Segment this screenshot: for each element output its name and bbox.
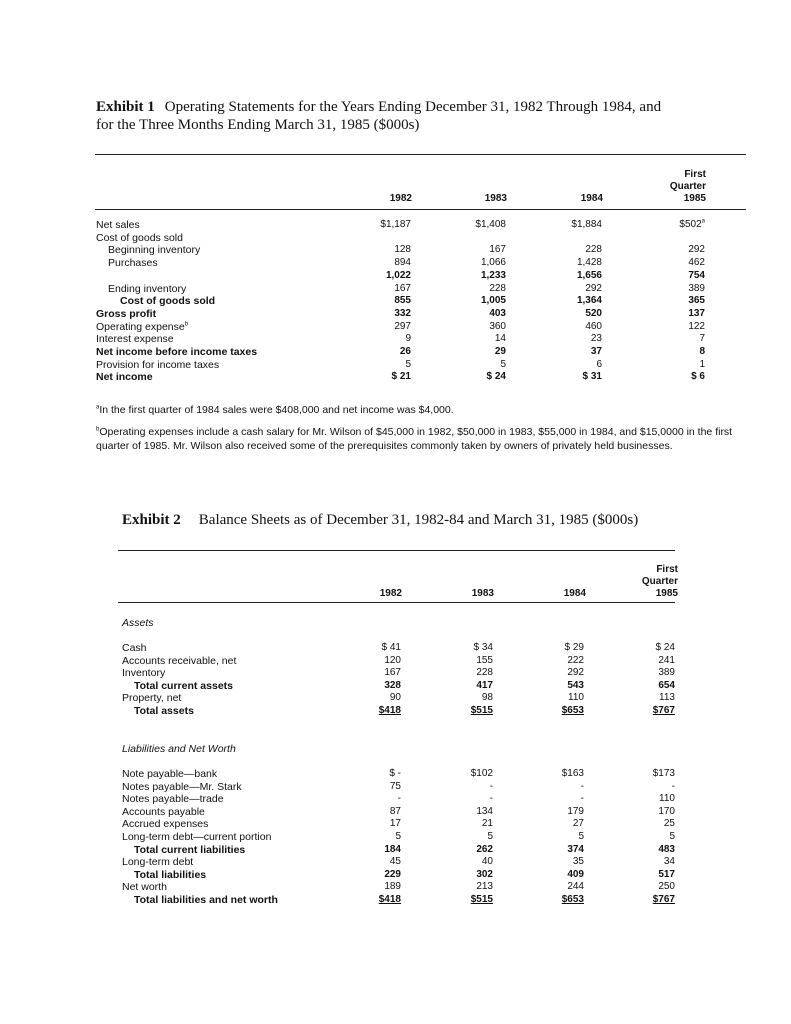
row-label: Net income	[96, 371, 153, 384]
exhibit2-header-1984: 1984	[563, 588, 586, 599]
cell-value: $1,408	[475, 219, 506, 230]
cell-value: 213	[476, 881, 493, 893]
cell-value: 184	[384, 843, 401, 855]
cell-value: 417	[476, 679, 493, 691]
row-label: Ending inventory	[108, 282, 187, 295]
exhibit1-header-1982: 1982	[389, 193, 412, 204]
row-label: Beginning inventory	[108, 244, 201, 257]
exhibit2-liabilities-heading: Liabilities and Net Worth	[122, 743, 236, 755]
cell-value: $767	[652, 705, 675, 716]
cell-value: 5	[487, 831, 493, 842]
cell-value: 365	[688, 295, 705, 307]
cell-value: $ 24	[486, 371, 506, 383]
row-label: Total current liabilities	[134, 843, 246, 856]
cell-value: 7	[699, 333, 705, 345]
cell-value: 35	[572, 856, 584, 868]
cell-value: $ 31	[582, 371, 602, 383]
cell-value: $163	[561, 768, 584, 779]
cell-value: -	[489, 793, 493, 805]
cell-value: $653	[561, 705, 584, 716]
cell-value: 332	[394, 307, 411, 319]
cell-value: $ 6	[691, 371, 705, 383]
row-label: Total liabilities and net worth	[134, 894, 278, 906]
cell-value: 113	[659, 692, 675, 704]
cell-value: $418	[378, 894, 401, 905]
cell-value: -	[489, 780, 493, 792]
cell-value: 292	[585, 282, 602, 294]
cell-value: 241	[658, 654, 675, 666]
exhibit1-title	[96, 98, 716, 134]
cell-value: 229	[384, 868, 401, 880]
row-label: Total current assets	[134, 679, 234, 692]
row-label: Cost of goods sold	[120, 295, 216, 308]
cell-value: 98	[481, 692, 493, 704]
cell-value: 228	[585, 244, 602, 256]
cell-value: $767	[652, 894, 675, 905]
row-label: Operating expense$^b$	[96, 320, 189, 333]
cell-value: 167	[384, 667, 401, 679]
cell-value: 110	[568, 692, 584, 704]
cell-value: 122	[688, 320, 705, 332]
cell-value: 9	[405, 333, 411, 345]
cell-value: 6	[596, 358, 602, 370]
cell-value: 26	[399, 346, 411, 357]
row-label: Gross profit	[96, 307, 157, 320]
cell-value: 292	[688, 244, 705, 256]
exhibit1-header-1983: 1983	[484, 193, 507, 204]
cell-value: -	[397, 793, 401, 805]
row-label: Property, net	[122, 692, 182, 705]
cell-value: 5	[500, 358, 506, 370]
cell-value: 27	[572, 818, 584, 830]
cell-value: 90	[389, 692, 401, 704]
cell-value: 543	[567, 679, 584, 691]
cell-value: 8	[699, 346, 705, 357]
cell-value: 189	[384, 881, 401, 893]
cell-value: 517	[658, 868, 675, 880]
cell-value: 360	[489, 320, 506, 332]
cell-value: 250	[658, 881, 675, 893]
cell-value: 34	[663, 856, 675, 868]
cell-value: 128	[394, 244, 411, 256]
cell-value: 389	[658, 667, 675, 679]
cell-value: 1,005	[480, 295, 506, 307]
row-label: Net income before income taxes	[96, 346, 258, 358]
cell-value: 262	[476, 843, 493, 855]
cell-value: 297	[394, 320, 411, 332]
cell-value: 1,364	[576, 295, 602, 307]
cell-value: $ 21	[391, 371, 411, 383]
cell-value: $653	[561, 894, 584, 905]
exhibit2-top-rule	[118, 550, 675, 551]
cell-value: 302	[476, 868, 493, 880]
cell-value: 409	[567, 868, 584, 880]
row-label: Purchases	[108, 257, 158, 270]
exhibit1-footnote-a: $^a$In the first quarter of 1984 sales were $408,000 and net income was $4,000.	[96, 404, 454, 416]
cell-value: $1,884	[571, 219, 602, 230]
cell-value: 17	[389, 818, 401, 830]
cell-value: 1,428	[576, 257, 602, 269]
cell-value: 403	[489, 307, 506, 319]
row-label: Notes payable—trade	[122, 793, 224, 806]
row-label: Net worth	[122, 881, 167, 894]
cell-value: 222	[567, 654, 584, 666]
exhibit1-header-q1-1985: First Quarter 1985	[669, 169, 706, 204]
cell-value: 21	[481, 818, 493, 830]
cell-value: 40	[481, 856, 493, 868]
cell-value: 87	[389, 805, 401, 817]
cell-value: $418	[378, 705, 401, 716]
row-label: Accounts payable	[122, 805, 205, 818]
cell-value: -	[580, 780, 584, 792]
cell-value: 134	[476, 805, 493, 817]
cell-value: $ 41	[381, 642, 401, 653]
row-label: Accrued expenses	[122, 818, 209, 831]
cell-value: $515	[470, 894, 493, 905]
cell-value: 1,022	[385, 269, 411, 281]
exhibit1-title-line1: Operating Statements for the Years Ending December 31, 1982 Through 1984, and	[164, 99, 662, 115]
cell-value: 1	[699, 358, 705, 370]
row-label: Provision for income taxes	[96, 358, 220, 371]
exhibit1-footnote-b: $^b$Operating expenses include a cash salary for Mr. Wilson of $45,000 in 1982, $50,000 in 1983, $55,000 in 1984, and $15,0000 in the first quarter of 1985. Mr. Wilson also received some of the prerequisites commonly taken by owners of privately held businesses.	[96, 426, 733, 452]
cell-value: $173	[652, 768, 675, 779]
cell-value: 894	[394, 257, 411, 269]
cell-value: 120	[384, 654, 401, 666]
cell-value: 1,233	[480, 269, 506, 281]
row-label: Total liabilities	[134, 868, 207, 881]
row-label: Cost of goods sold	[96, 231, 183, 244]
row-label: Accounts receivable, net	[122, 654, 237, 667]
exhibit2-header-1982: 1982	[379, 588, 402, 599]
row-label: Long-term debt—current portion	[122, 831, 272, 843]
cell-value: 5	[578, 831, 584, 842]
cell-value: 155	[476, 654, 493, 666]
cell-value: 1,656	[576, 269, 602, 281]
cell-value: 179	[567, 805, 584, 817]
cell-value: 292	[567, 667, 584, 679]
cell-value: 228	[476, 667, 493, 679]
cell-value: 110	[659, 793, 675, 805]
cell-value: 754	[688, 269, 705, 281]
cell-value: $515	[470, 705, 493, 716]
row-label: Inventory	[122, 667, 166, 680]
cell-value: 654	[658, 679, 675, 691]
cell-value: 5	[395, 831, 401, 842]
cell-value: 1,066	[480, 257, 506, 269]
cell-value: 855	[394, 295, 411, 307]
cell-value: 244	[567, 881, 584, 893]
exhibit2-assets-heading: Assets	[122, 617, 154, 629]
cell-value: 5	[405, 358, 411, 370]
cell-value: 167	[489, 244, 506, 256]
cell-value: 170	[658, 805, 675, 817]
row-label: Net sales	[96, 219, 140, 231]
cell-value: 45	[389, 856, 401, 868]
exhibit1-title-line2: for the Three Months Ending March 31, 1985 ($000s)	[96, 117, 420, 133]
cell-value: 374	[567, 843, 584, 855]
cell-value: $ 24	[655, 642, 675, 653]
cell-value: -	[671, 780, 675, 792]
cell-value: 137	[688, 307, 705, 319]
exhibit2-label: Exhibit 2	[122, 512, 181, 528]
row-label: Cash	[122, 642, 147, 654]
exhibit2-header-rule	[118, 602, 675, 603]
cell-value: $102	[470, 768, 493, 779]
cell-value: 75	[389, 780, 401, 792]
cell-value: 483	[658, 843, 675, 855]
exhibit1-label: Exhibit 1	[96, 99, 155, 115]
row-label: Interest expense	[96, 333, 174, 346]
cell-value: $502$^a$	[679, 218, 705, 230]
cell-value: $ 29	[564, 642, 584, 653]
cell-value: 460	[585, 320, 602, 332]
cell-value: 29	[494, 346, 506, 357]
cell-value: $ 34	[473, 642, 493, 653]
cell-value: -	[580, 793, 584, 805]
cell-value: 520	[585, 307, 602, 319]
cell-value: 23	[590, 333, 602, 345]
cell-value: $ -	[389, 768, 401, 779]
cell-value: 228	[489, 282, 506, 294]
row-label: Long-term debt	[122, 856, 194, 869]
exhibit1-header-1984: 1984	[580, 193, 603, 204]
cell-value: 25	[663, 818, 675, 830]
cell-value: 167	[394, 282, 411, 294]
cell-value: 14	[494, 333, 506, 345]
cell-value: 328	[384, 679, 401, 691]
cell-value: 389	[688, 282, 705, 294]
row-label: Note payable—bank	[122, 768, 218, 780]
exhibit1-top-rule	[95, 154, 746, 155]
exhibit2-title: Exhibit 2 Balance Sheets as of December 31, 1982-84 and March 31, 1985 ($000s)	[122, 512, 639, 528]
exhibit2-header-1983: 1983	[471, 588, 494, 599]
cell-value: 5	[669, 831, 675, 842]
exhibit2-header-q1-1985: First Quarter 1985	[641, 564, 678, 599]
row-label: Notes payable—Mr. Stark	[122, 780, 242, 793]
cell-value: 37	[590, 346, 602, 357]
exhibit1-header-rule	[95, 209, 746, 210]
row-label: Total assets	[134, 705, 194, 717]
cell-value: 462	[688, 257, 705, 269]
cell-value: $1,187	[380, 219, 411, 230]
